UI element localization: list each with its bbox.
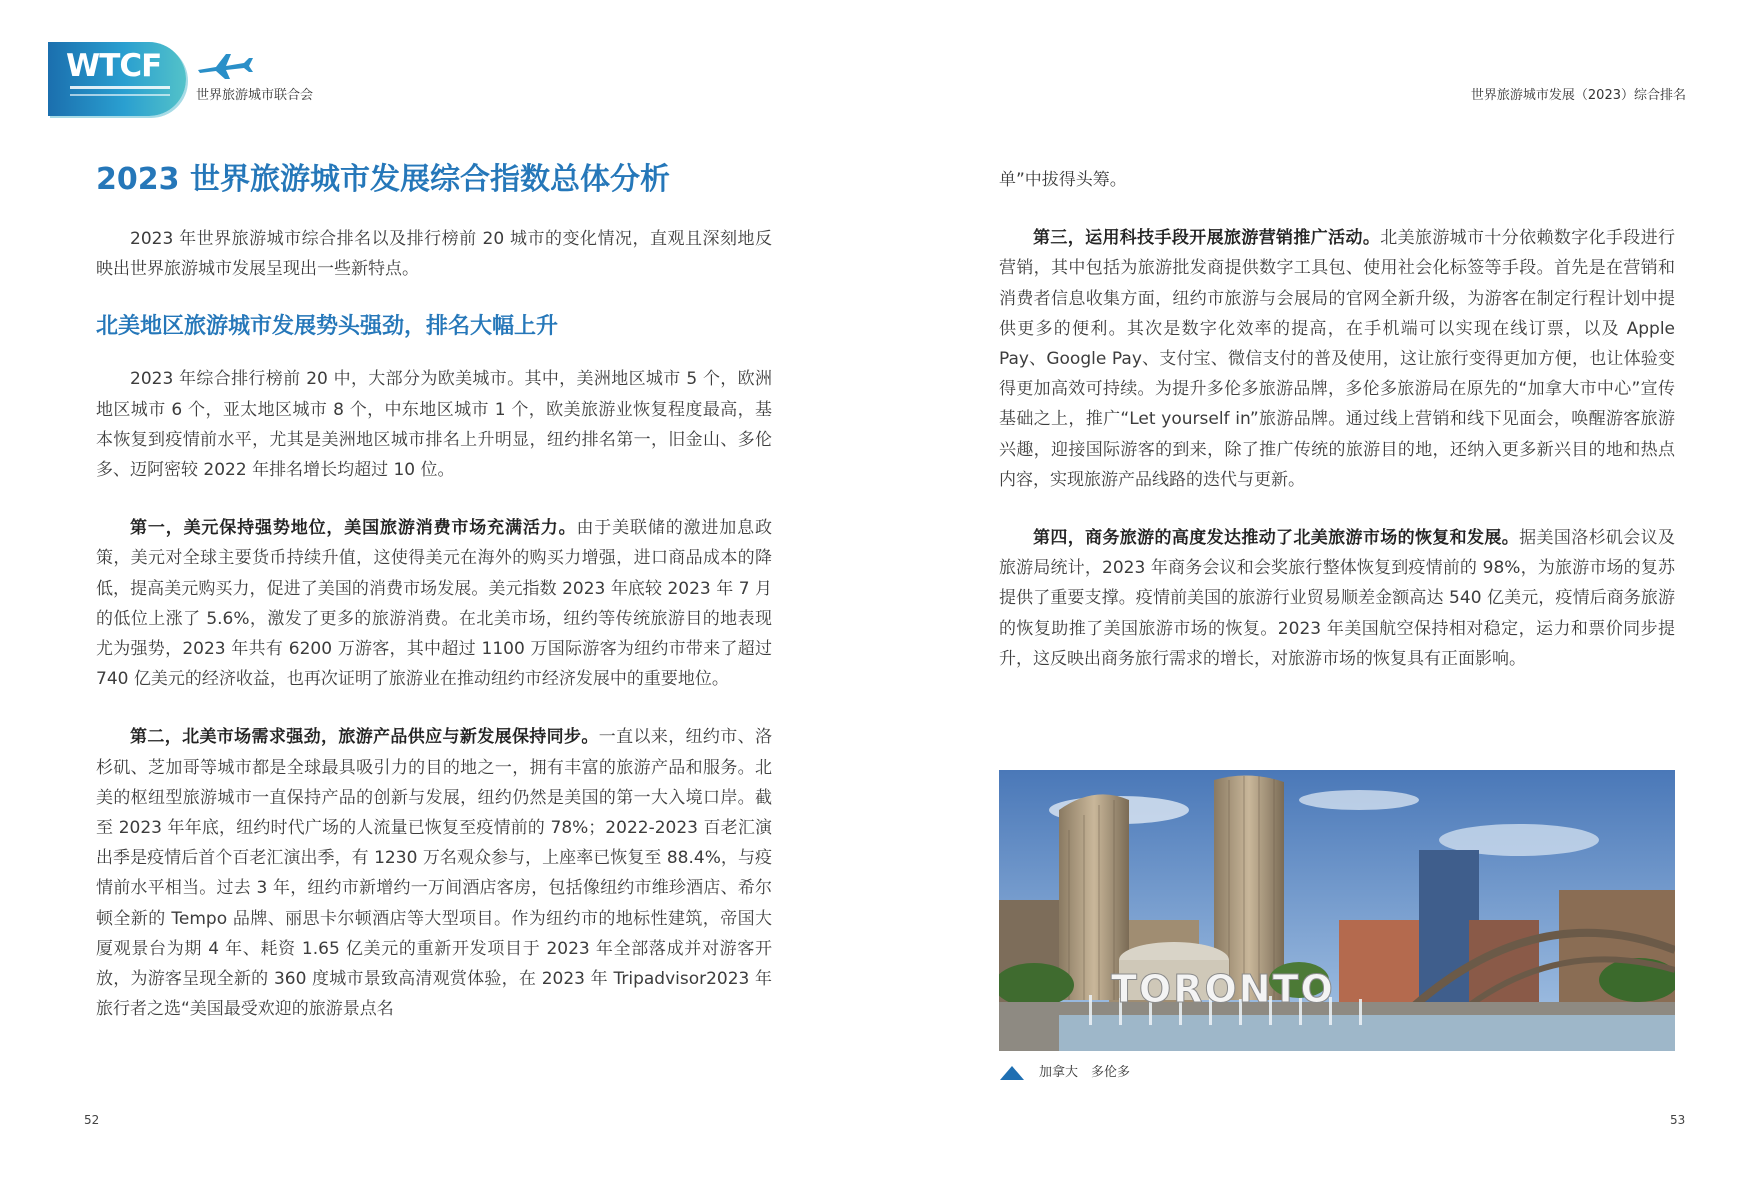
right-column [999, 165, 1675, 674]
org-name: 世界旅游城市联合会 [196, 88, 314, 103]
paragraph-body: 一直以来，纽约市、洛杉矶、芝加哥等城市都是全球最具吸引力的目的地之一，拥有丰富的旅游产品和服务。北美的枢纽型旅游城市一直保持产品的创新与发展，纽约仍然是美国的第一大入境口岸。截至 2023 年年底，纽约时代广场的人流量已恢复至疫情前的 78%；2022-2023 百老汇演出季是疫情后首个百老汇演出季，有 1230 万名观众参与，上座率已恢复至 88.4%，与疫情前水平相当。过去 3 年，纽约市新增约一万间酒店客房，包括像纽约市维珍酒店、希尔顿全新的 Tempo 品牌、丽思卡尔顿酒店等大型项目。作为纽约市的地标性建筑，帝国大厦观景台为期 4 年、耗资 1.65 亿美元的重新开发项目于 2023 年全部落成并对游客开放，为游客呈现全新的 360 度城市景致高清观赏体验，在 2023 年 Tripadvisor2023 年旅行者之选“美国最受欢迎的旅游景点名 [96, 727, 772, 1020]
paragraph-fourth-point [999, 523, 1675, 674]
running-head: 世界旅游城市发展（2023）综合排名 [1470, 88, 1686, 103]
paragraph-first-point [96, 513, 772, 694]
logo-subtitle-line-2 [70, 94, 170, 96]
paragraph-second-point [96, 722, 772, 1024]
logo-text: WTCF [66, 48, 162, 84]
airplane-icon [196, 50, 254, 80]
page-title: 2023 世界旅游城市发展综合指数总体分析 [96, 162, 670, 197]
paragraph-overview: 2023 年综合排行榜前 20 中，大部分为欧美城市。其中，美洲地区城市 5 个，欧洲地区城市 6 个，亚太地区城市 8 个，中东地区城市 1 个，欧美旅游业恢复程度最高，基本恢复到疫情前水平，尤其是美洲地区城市排名上升明显，纽约排名第一，旧金山、多伦多、迈阿密较 2022 年排名增长均超过 10 位。 [96, 369, 772, 481]
left-column [96, 160, 772, 1024]
intro-paragraph: 2023 年世界旅游城市综合排名以及排行榜前 20 城市的变化情况，直观且深刻地反映出世界旅游城市发展呈现出一些新特点。 [96, 229, 772, 280]
paragraph-body: 由于美联储的激进加息政策，美元对全球主要货币持续升值，这使得美元在海外的购买力增强，进口商品成本的降低，提高美元购买力，促进了美国的消费市场发展。美元指数 2023 年底较 2023 年 7 月的低位上涨了 5.6%，激发了更多的旅游消费。在北美市场，纽约等传统旅游目的地表现尤为强势，2023 年共有 6200 万游客，其中超过 1100 万国际游客为纽约市带来了超过 740 亿美元的经济收益，也再次证明了旅游业在推动纽约市经济发展中的重要地位。 [96, 518, 773, 690]
triangle-icon [999, 1065, 1025, 1081]
photo-caption [999, 1061, 1130, 1081]
page-number-right: 53 [1670, 1113, 1686, 1127]
paragraph-body: 北美旅游城市十分依赖数字化手段进行营销，其中包括为旅游批发商提供数字工具包、使用社会化标签等手段。首先是在营销和消费者信息收集方面，纽约市旅游与会展局的官网全新升级，为游客在制定行程计划中提供更多的便利。其次是数字化效率的提高，在手机端可以实现在线订票，以及 Apple Pay、Google Pay、支付宝、微信支付的普及使用，这让旅行变得更加方便，也让体验变得更加高效可持续。为提升多伦多旅游品牌，多伦多旅游局在原先的“加拿大市中心”宣传基础之上，推广“Let yourself in”旅游品牌。通过线上营销和线下见面会，唤醒游客旅游兴趣，迎接国际游客的到来，除了推广传统的旅游目的地，还纳入更多新兴目的地和热点内容，实现旅游产品线路的迭代与更新。 [999, 228, 1676, 490]
paragraph-lead: 第二，北美市场需求强劲，旅游产品供应与新发展保持同步。 [130, 727, 599, 748]
caption-text: 加拿大 多伦多 [1039, 1065, 1131, 1080]
page-number-left: 52 [84, 1113, 100, 1127]
wtcf-logo [48, 42, 186, 116]
paragraph-continuation: 单”中拔得头筹。 [999, 170, 1127, 190]
logo-subtitle-line [70, 86, 170, 89]
paragraph-lead: 第一，美元保持强势地位，美国旅游消费市场充满活力。 [130, 518, 577, 539]
toronto-city-hall-photo [999, 770, 1675, 1051]
paragraph-lead: 第四，商务旅游的高度发达推动了北美旅游市场的恢复和发展。 [1033, 528, 1520, 549]
paragraph-third-point [999, 223, 1675, 495]
toronto-sign: TORONTO [1111, 967, 1335, 1011]
section-heading: 北美地区旅游城市发展势头强劲，排名大幅上升 [96, 314, 559, 340]
paragraph-lead: 第三，运用科技手段开展旅游营销推广活动。 [1033, 228, 1381, 249]
paragraph-body: 据美国洛杉矶会议及旅游局统计，2023 年商务会议和会奖旅行整体恢复到疫情前的 98%，为旅游市场的复苏提供了重要支撑。疫情前美国的旅游行业贸易顺差金额高达 540 亿美元，疫情后商务旅游的恢复助推了美国旅游市场的恢复。2023 年美国航空保持相对稳定，运力和票价同步提升，这反映出商务旅行需求的增长，对旅游市场的恢复具有正面影响。 [999, 528, 1676, 669]
